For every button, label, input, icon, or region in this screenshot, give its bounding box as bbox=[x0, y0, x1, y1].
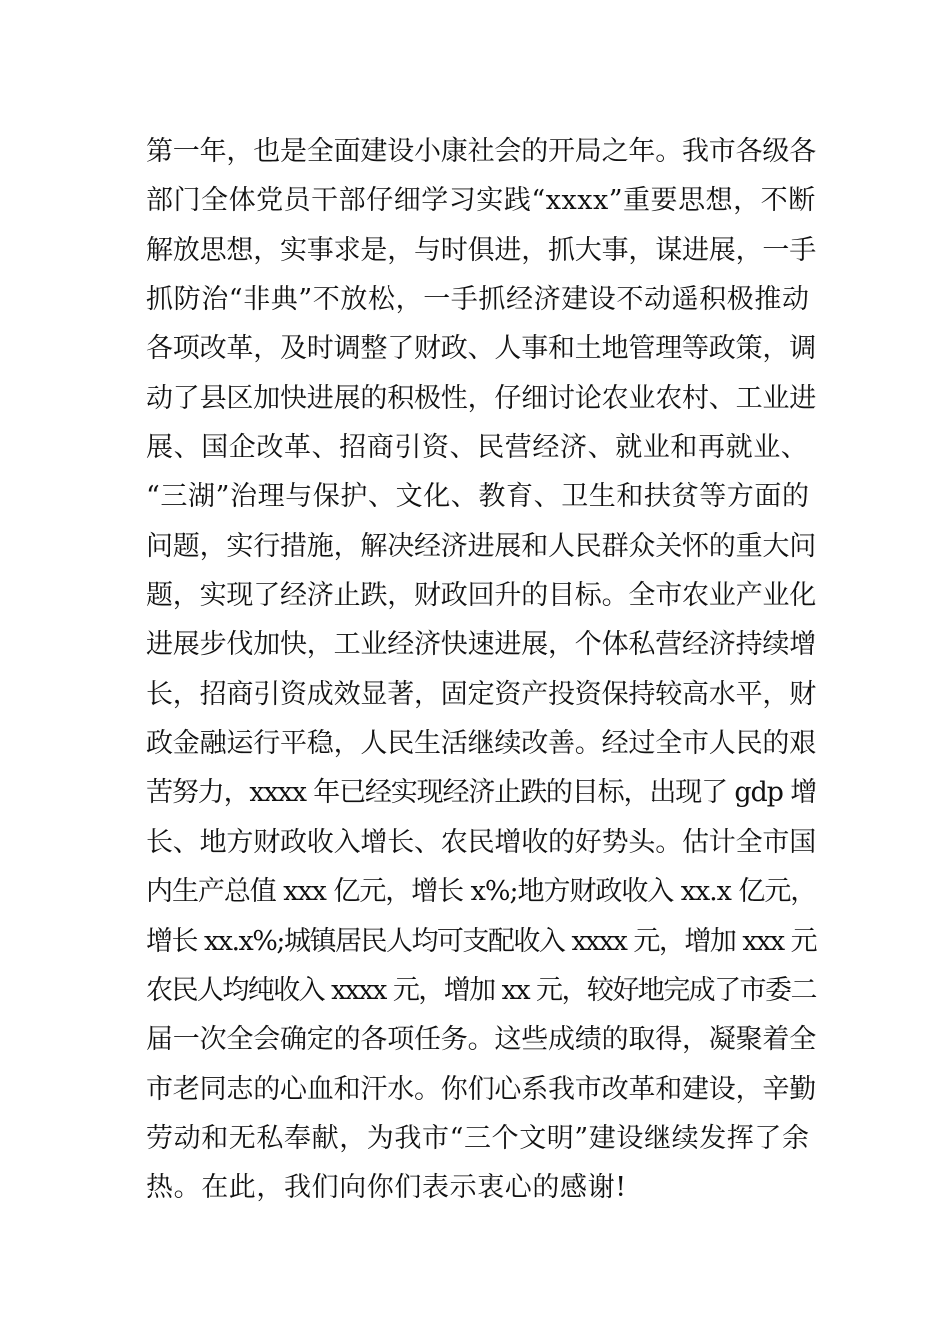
text-line: 劳动和无私奉献，为我市“三个文明”建设继续发挥了余 bbox=[146, 1122, 810, 1154]
body-paragraph bbox=[146, 127, 816, 1213]
text-line: 进展步伐加快，工业经济快速进展，个体私营经济持续增 bbox=[146, 629, 816, 661]
text-line: 展、国企改革、招商引资、民营经济、就业和再就业、 bbox=[146, 432, 809, 464]
text-line: 抓防治“非典”不放松，一手抓经济建设不动遥积极推动 bbox=[146, 284, 810, 316]
text-line: 问题，实行措施，解决经济进展和人民群众关怀的重大问 bbox=[146, 530, 816, 562]
text-line: 届一次全会确定的各项任务。这些成绩的取得，凝聚着全 bbox=[146, 1024, 816, 1056]
text-line: 增长 xx.x%;城镇居民人均可支配收入 xxxx 元，增加 xxx 元 bbox=[146, 925, 817, 957]
text-line: 内生产总值 xxx 亿元，增长 x%;地方财政收入 xx.x 亿元， bbox=[146, 876, 817, 908]
text-line: 热。在此，我们向你们表示衷心的感谢! bbox=[146, 1172, 627, 1204]
text-line: “三湖”治理与保护、文化、教育、卫生和扶贫等方面的 bbox=[146, 481, 810, 513]
text-line: 部门全体党员干部仔细学习实践“xxxx”重要思想，不断 bbox=[146, 185, 816, 217]
text-line: 长、地方财政收入增长、农民增收的好势头。估计全市国 bbox=[146, 826, 816, 858]
text-line: 动了县区加快进展的积极性，仔细讨论农业农村、工业进 bbox=[146, 382, 816, 414]
text-line: 市老同志的心血和汗水。你们心系我市改革和建设，辛勤 bbox=[146, 1073, 816, 1105]
text-line: 农民人均纯收入 xxxx 元，增加 xx 元，较好地完成了市委二 bbox=[146, 974, 816, 1006]
text-line: 长，招商引资成效显著，固定资产投资保持较高水平，财 bbox=[146, 678, 816, 710]
text-line: 题，实现了经济止跌，财政回升的目标。全市农业产业化 bbox=[146, 580, 816, 612]
text-line: 解放思想，实事求是，与时俱进，抓大事，谋进展，一手 bbox=[146, 234, 816, 266]
text-line: 苦努力，xxxx 年已经实现经济止跌的目标，出现了 gdp 增 bbox=[146, 777, 817, 809]
text-line: 各项改革，及时调整了财政、人事和土地管理等政策，调 bbox=[146, 333, 816, 365]
text-line: 第一年，也是全面建设小康社会的开局之年。我市各级各 bbox=[146, 136, 816, 167]
text-line: 政金融运行平稳，人民生活继续改善。经过全市人民的艰 bbox=[146, 728, 816, 760]
